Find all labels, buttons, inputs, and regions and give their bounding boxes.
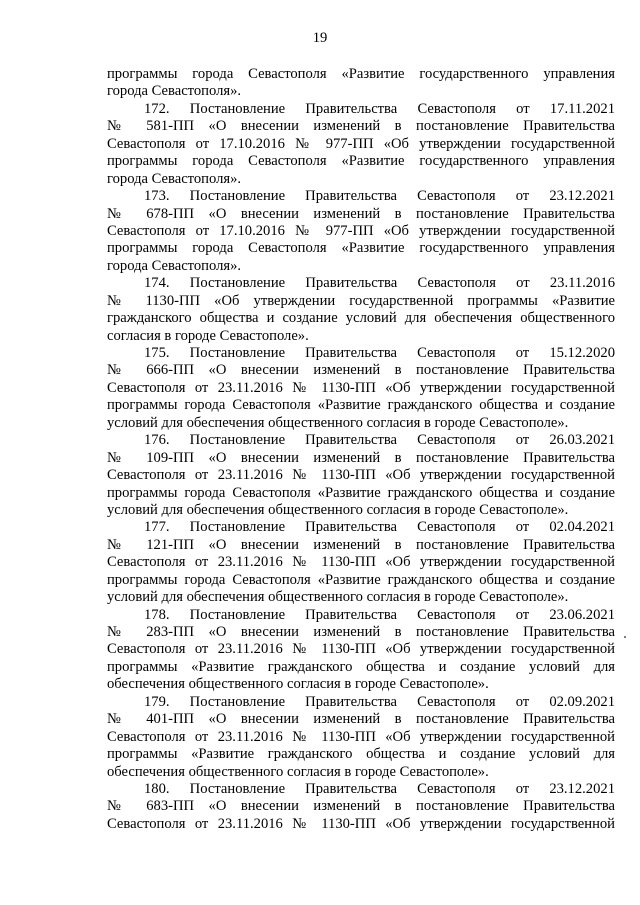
margin-speck bbox=[624, 636, 626, 638]
text-line: обеспечения общественного согласия в городе Севастополе». bbox=[107, 676, 489, 693]
text-line: Севастополя от 23.11.2016 № 1130-ПП «Об утверждении государственной bbox=[107, 641, 615, 658]
list-item-start-line: 177. Постановление Правительства Севастополя от 02.04.2021 bbox=[144, 519, 615, 536]
text-line: города Севастополя». bbox=[107, 170, 242, 187]
text-line: № 283-ПП «О внесении изменений в постановление Правительства bbox=[107, 624, 615, 640]
text-line: согласия в городе Севастополе». bbox=[107, 327, 309, 344]
page-number: 19 bbox=[312, 30, 328, 46]
text-line: Севастополя от 17.10.2016 № 977-ПП «Об утверждении государственной bbox=[107, 222, 615, 239]
text-line: № 666-ПП «О внесении изменений в постановление Правительства bbox=[107, 362, 615, 379]
text-line: программы города Севастополя «Развитие государственного управления bbox=[107, 240, 615, 257]
text-line: Севастополя от 23.11.2016 № 1130-ПП «Об утверждении государственной bbox=[107, 728, 615, 745]
text-line: № 581-ПП «О внесении изменений в постановление Правительства bbox=[107, 118, 615, 135]
text-line: программы города Севастополя «Развитие гражданского общества и создание bbox=[107, 484, 615, 501]
text-line: программы «Развитие гражданского общества и создание условий для bbox=[107, 746, 615, 763]
list-item-start-line: 173. Постановление Правительства Севастополя от 23.12.2021 bbox=[144, 188, 615, 205]
text-line: № 401-ПП «О внесении изменений в постановление Правительства bbox=[107, 711, 615, 728]
text-line: программы города Севастополя «Развитие гражданского общества и создание bbox=[107, 571, 615, 588]
text-line: № 678-ПП «О внесении изменений в постановление Правительства bbox=[107, 205, 615, 222]
list-item-start-line: 174. Постановление Правительства Севастополя от 23.11.2016 bbox=[144, 275, 615, 292]
list-item-start-line: 172. Постановление Правительства Севастополя от 17.11.2021 bbox=[144, 100, 615, 117]
text-line: Севастополя от 23.11.2016 № 1130-ПП «Об утверждении государственной bbox=[107, 815, 615, 832]
text-line: условий для обеспечения общественного согласия в городе Севастополе». bbox=[107, 501, 569, 518]
text-line: условий для обеспечения общественного согласия в городе Севастополе». bbox=[107, 414, 569, 431]
text-line: обеспечения общественного согласия в городе Севастополе». bbox=[107, 763, 489, 780]
text-line: программы города Севастополя «Развитие гражданского общества и создание bbox=[107, 397, 615, 414]
text-line: программы города Севастополя «Развитие государственного управления bbox=[107, 66, 615, 82]
text-line: программы города Севастополя «Развитие государственного управления bbox=[107, 153, 615, 170]
text-line: условий для обеспечения общественного согласия в городе Севастополе». bbox=[107, 589, 569, 606]
list-item-start-line: 178. Постановление Правительства Севастополя от 23.06.2021 bbox=[144, 606, 615, 623]
list-item-start-line: 176. Постановление Правительства Севастополя от 26.03.2021 bbox=[144, 432, 615, 449]
text-line: № 121-ПП «О внесении изменений в постановление Правительства bbox=[107, 536, 615, 553]
list-item-start-line: 180. Постановление Правительства Севастополя от 23.12.2021 bbox=[144, 780, 615, 797]
text-line: города Севастополя». bbox=[107, 257, 242, 274]
text-line: № 683-ПП «О внесении изменений в постановление Правительства bbox=[107, 798, 615, 815]
text-line: Севастополя от 23.11.2016 № 1130-ПП «Об утверждении государственной bbox=[107, 467, 615, 484]
text-line: № 109-ПП «О внесении изменений в постановление Правительства bbox=[107, 449, 615, 466]
text-line: Севастополя от 23.11.2016 № 1130-ПП «Об утверждении государственной bbox=[107, 379, 615, 396]
text-line: Севастополя от 23.11.2016 № 1130-ПП «Об утверждении государственной bbox=[107, 554, 615, 571]
text-line: программы «Развитие гражданского общества и создание условий для bbox=[107, 658, 615, 675]
text-line: города Севастополя». bbox=[107, 83, 242, 100]
document-body bbox=[107, 66, 615, 833]
text-line: гражданского общества и создание условий для обеспечения общественного bbox=[107, 310, 615, 327]
list-item-start-line: 179. Постановление Правительства Севастополя от 02.09.2021 bbox=[144, 693, 615, 710]
text-line: № 1130-ПП «Об утверждении государственной программы «Развитие bbox=[107, 292, 615, 309]
list-item-start-line: 175. Постановление Правительства Севастополя от 15.12.2020 bbox=[144, 345, 615, 361]
text-line: Севастополя от 17.10.2016 № 977-ПП «Об утверждении государственной bbox=[107, 135, 615, 152]
